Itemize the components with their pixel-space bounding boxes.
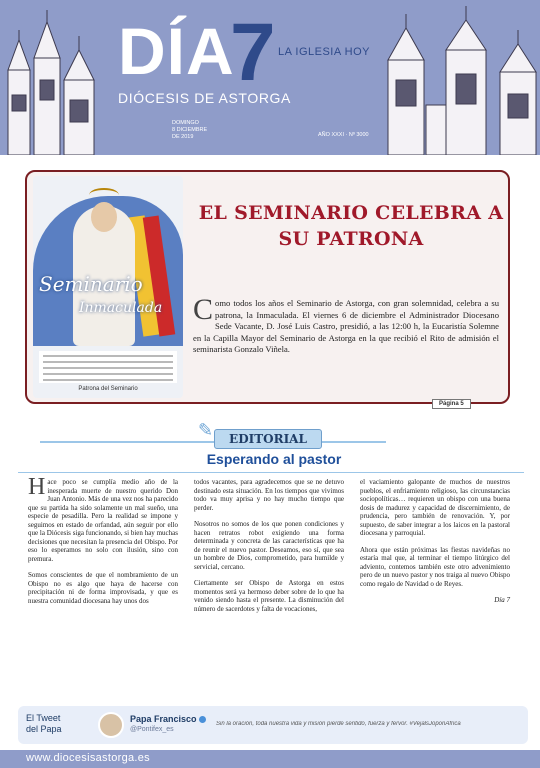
paragraph: Ahora que están próximas las fiestas navideñas no estaría mal que, al terminar el tiempo litúrgico del adviento, contemos también este otro advenimiento pero de un nuevo pastor y nos traiga al nuevo Obispo como regalo de Navidad o de Reyes. bbox=[360, 545, 510, 588]
date-line: 8 DICIEMBRE bbox=[172, 127, 208, 133]
seminary-poster-image bbox=[33, 176, 183, 398]
editorial-rule-right bbox=[322, 441, 386, 443]
tweet-author: Papa Francisco bbox=[130, 714, 206, 724]
tweet-message: Sin la oración, toda nuestra vida y misión pierde sentido, fuerza y fervor. #VejalsJoponAfrica bbox=[216, 721, 461, 727]
poster-subtitle: Inmaculada bbox=[79, 300, 163, 316]
drop-cap: H bbox=[28, 474, 46, 500]
editorial-signature: Día 7 bbox=[494, 596, 510, 604]
pope-tweet-box bbox=[18, 706, 528, 744]
feature-text: omo todos los años el Seminario de Astorga, con gran solemnidad, celebra a su patrona, la Inmaculada. El viernes 6 de diciembre el Administrador Diocesano Sede Vacante, D. José Luis Castro, presidió, a las 12:00 h, la Eucaristía Solemne en la Capilla Mayor del Seminario de Astorga en la que recibió el Rito de admisión el seminarista Gonzalo Viñela. bbox=[193, 298, 499, 354]
footer-bar bbox=[0, 750, 540, 768]
editorial-title: Esperando al pastor bbox=[206, 451, 342, 467]
editorial-columns bbox=[28, 474, 510, 700]
editorial-divider bbox=[18, 472, 524, 473]
paragraph: todos vacantes, para agradecemos que se ne detuvo destinado esta situación. En los tiempos que vivimos todo va muy aprisa y no hay mucho tiempo que perder. bbox=[194, 478, 344, 512]
feature-body bbox=[193, 293, 499, 356]
paragraph: el vaciamiento galopante de muchos de nuestros pueblos, el enfriamiento religioso, las circunstancias sociopolíticas… requieren un obispo con una buena dosis de madurez y capacidad de discernimiento, de prudencia, pero también de renovación. Y, por supuesto, de saber integrar a los laicos en la pastoral diocesana y parroquial. bbox=[360, 478, 510, 537]
editorial-rule-left bbox=[40, 441, 230, 443]
tweet-section-label: El Tweet del Papa bbox=[26, 713, 62, 734]
brand-tagline: LA IGLESIA HOY bbox=[278, 46, 370, 58]
editorial-column-2 bbox=[194, 478, 344, 621]
pope-avatar bbox=[98, 712, 124, 738]
editorial-column-3 bbox=[360, 478, 510, 613]
tweet-handle[interactable]: @Pontifex_es bbox=[130, 726, 174, 733]
brand-seven: 7 bbox=[230, 7, 276, 98]
editorial-label: EDITORIAL bbox=[214, 429, 322, 449]
halo-icon bbox=[89, 188, 119, 202]
paragraph: Nosotros no somos de los que ponen condiciones y hacen retratos robot exigiendo una forma determinada y concreta de las características que ha de reunir el nuevo pastor. Deseamos, eso sí, que sea un hombre de Dios, comprometido, para humilde y servicial, cercano. bbox=[194, 520, 344, 571]
feature-headline: EL SEMINARIO CELEBRA A SU PATRONA bbox=[198, 202, 504, 250]
brand-dia: DÍA bbox=[118, 14, 235, 88]
swirl-icon: ✎ bbox=[198, 420, 214, 441]
date-line: DOMINGO bbox=[172, 120, 199, 126]
masthead bbox=[0, 0, 540, 155]
paragraph: Ciertamente ser Obispo de Astorga en estos momentos será ya hermoso deber sobre de lo que ha venido siendo hasta el presente. La disminución del número de sacerdotes y falta de vocaciones, bbox=[194, 579, 344, 613]
drop-cap: C bbox=[193, 293, 214, 326]
paragraph: Hace poco se cumplía medio año de la inesperada muerte de nuestro querido Don Juan Antonio. Más de una vez nos ha parecido que su partida ha sido solamente un mal sueño, una especie de pesadilla. Pero la realidad se impone y seguimos en estado de orfandad, aún seguir por ello que la Diócesis siga funcionando, si bien hay muchas decisiones que necesitan la presencia del Obispo. Por eso lo esperamos no solo con ilusión, sino con premura. bbox=[28, 474, 178, 563]
brand-logo bbox=[118, 7, 418, 113]
editorial-column-1 bbox=[28, 474, 178, 613]
poster-title: Seminario bbox=[39, 272, 143, 296]
date-line: DE 2019 bbox=[172, 134, 194, 140]
diocese-name: DIÓCESIS DE ASTORGA bbox=[118, 90, 291, 106]
poster-info-lines bbox=[39, 351, 177, 383]
feature-article bbox=[25, 170, 510, 404]
issue-number: AÑO XXXI · Nº 3000 bbox=[318, 132, 369, 138]
paragraph: Somos conscientes de que el nombramiento de un Obispo no es algo que haya de hacerse con precipitación ni de forma improvisada, y que es nuestra comunidad diocesana hay unos dos bbox=[28, 571, 178, 605]
issue-date bbox=[172, 120, 207, 141]
website-link[interactable]: www.diocesisastorga.es bbox=[26, 752, 150, 764]
verified-icon bbox=[199, 716, 206, 723]
poster-footer: Patrona del Seminario bbox=[78, 386, 138, 392]
page-reference-link[interactable]: Página 5 bbox=[432, 399, 471, 409]
